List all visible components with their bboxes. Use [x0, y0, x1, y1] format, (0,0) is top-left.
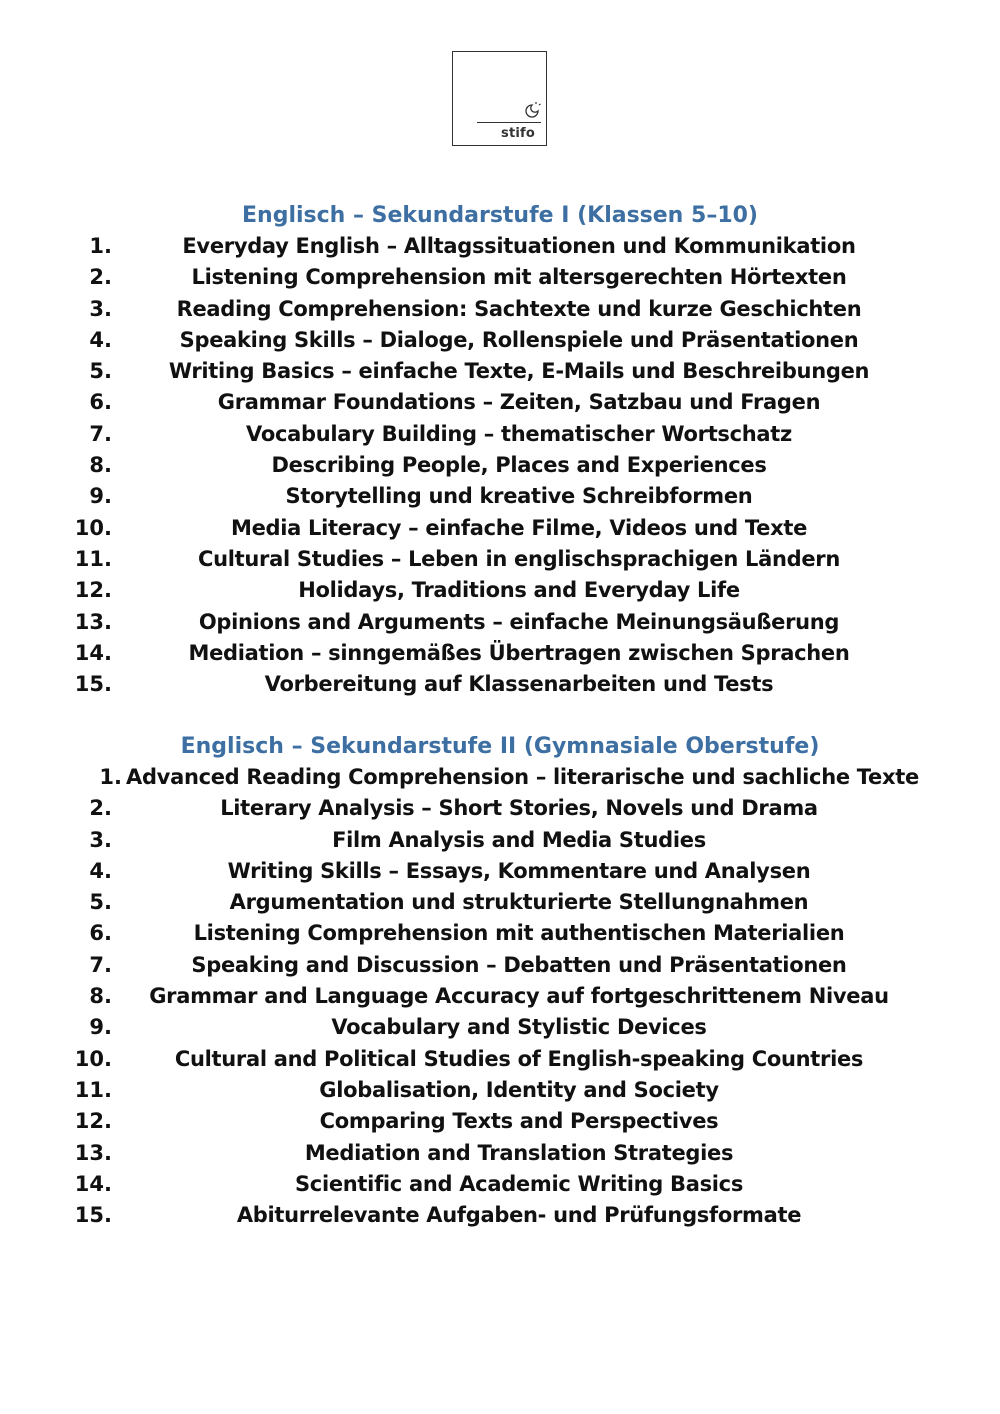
- topic-list: [0, 231, 1000, 700]
- list-item: [0, 356, 1000, 387]
- item-text: Literary Analysis – Short Stories, Novels und Drama: [220, 796, 818, 821]
- item-text: Vocabulary Building – thematischer Wortschatz: [246, 421, 792, 446]
- list-item: [0, 513, 1000, 544]
- item-text: Holidays, Traditions and Everyday Life: [298, 578, 740, 603]
- item-number: 9.: [89, 484, 112, 509]
- list-item: [0, 669, 1000, 700]
- section-title: Englisch – Sekundarstufe II (Gymnasiale Oberstufe): [180, 734, 820, 759]
- item-text: Reading Comprehension: Sachtexte und kurze Geschichten: [176, 296, 862, 321]
- item-text: Vocabulary and Stylistic Devices: [331, 1015, 707, 1040]
- list-item: [0, 887, 1000, 918]
- item-text: Comparing Texts and Perspectives: [319, 1109, 719, 1134]
- section-sekundarstufe-2: [0, 731, 1000, 1231]
- item-text: Cultural Studies – Leben in englischsprachigen Ländern: [197, 546, 841, 571]
- item-text: Writing Basics – einfache Texte, E-Mails und Beschreibungen: [168, 359, 870, 384]
- item-number: 13.: [74, 1140, 112, 1165]
- list-item: [0, 544, 1000, 575]
- item-number: 13.: [74, 609, 112, 634]
- item-number: 10.: [74, 1046, 112, 1071]
- item-text: Everyday English – Alltagssituationen und Kommunikation: [182, 234, 856, 258]
- list-item: [0, 294, 1000, 325]
- item-number: 4.: [89, 858, 112, 883]
- list-item: [0, 387, 1000, 418]
- item-text: Media Literacy – einfache Filme, Videos und Texte: [230, 515, 808, 540]
- item-text: Writing Skills – Essays, Kommentare und Analysen: [227, 858, 811, 883]
- item-number: 2.: [89, 796, 112, 821]
- logo-underline: [477, 122, 541, 123]
- list-item: [0, 607, 1000, 638]
- list-item: [0, 1169, 1000, 1200]
- list-item: [0, 1200, 1000, 1231]
- item-text: Advanced Reading Comprehension – literarische und sachliche Texte: [126, 765, 919, 789]
- list-item: [0, 481, 1000, 512]
- list-item: [0, 419, 1000, 450]
- item-number: 9.: [89, 1015, 112, 1040]
- item-text: Argumentation und strukturierte Stellungnahmen: [229, 890, 809, 915]
- item-text: Opinions and Arguments – einfache Meinungsäußerung: [198, 609, 840, 634]
- item-text: Listening Comprehension mit authentischen Materialien: [193, 921, 845, 946]
- item-number: 6.: [89, 390, 112, 415]
- item-number: 14.: [74, 1171, 112, 1196]
- item-number: 5.: [89, 890, 112, 915]
- item-number: 8.: [89, 984, 112, 1009]
- item-number: 6.: [89, 921, 112, 946]
- item-text: Globalisation, Identity and Society: [319, 1077, 719, 1102]
- item-number: 3.: [89, 296, 112, 321]
- item-text: Abiturrelevante Aufgaben- und Prüfungsformate: [236, 1203, 802, 1228]
- topic-list: [0, 762, 1000, 1231]
- logo: [452, 51, 547, 146]
- list-item: [0, 793, 1000, 824]
- item-text: Film Analysis and Media Studies: [332, 827, 706, 852]
- item-text: Mediation and Translation Strategies: [304, 1140, 734, 1165]
- list-item: [0, 825, 1000, 856]
- list-item: [0, 918, 1000, 949]
- item-number: 2.: [89, 265, 112, 290]
- item-text: Mediation – sinngemäßes Übertragen zwischen Sprachen: [188, 640, 850, 665]
- item-number: 10.: [74, 515, 112, 540]
- list-item: [0, 1044, 1000, 1075]
- item-number: 12.: [74, 578, 112, 603]
- item-number: 14.: [74, 640, 112, 665]
- item-number: 7.: [89, 421, 112, 446]
- list-item: [0, 856, 1000, 887]
- list-item: [0, 1075, 1000, 1106]
- list-item: [0, 981, 1000, 1012]
- list-item: [0, 325, 1000, 356]
- item-number: 4.: [89, 327, 112, 352]
- list-item: [0, 575, 1000, 606]
- item-number: 7.: [89, 952, 112, 977]
- list-item: [0, 1106, 1000, 1137]
- item-text: Speaking and Discussion – Debatten und Präsentationen: [191, 952, 847, 977]
- item-text: Describing People, Places and Experiences: [271, 453, 767, 478]
- section-sekundarstufe-1: [0, 200, 1000, 700]
- item-number: 11.: [74, 546, 112, 571]
- item-number: 12.: [74, 1109, 112, 1134]
- item-text: Speaking Skills – Dialoge, Rollenspiele und Präsentationen: [179, 327, 859, 352]
- logo-text: stifo: [501, 126, 535, 141]
- item-number: 11.: [74, 1077, 112, 1102]
- item-text: Scientific and Academic Writing Basics: [294, 1171, 744, 1196]
- sun-moon-icon: [523, 101, 541, 119]
- item-number: 15.: [74, 672, 112, 697]
- item-number: 1.: [99, 765, 122, 789]
- item-number: 5.: [89, 359, 112, 384]
- list-item: [0, 1138, 1000, 1169]
- item-number: 15.: [74, 1203, 112, 1228]
- list-item: [0, 638, 1000, 669]
- item-text: Listening Comprehension mit altersgerechten Hörtexten: [191, 265, 847, 290]
- item-text: Vorbereitung auf Klassenarbeiten und Tests: [264, 672, 774, 697]
- list-item: [0, 950, 1000, 981]
- item-text: Storytelling und kreative Schreibformen: [285, 484, 753, 509]
- list-item: [0, 450, 1000, 481]
- list-item: [0, 231, 1000, 262]
- list-item: [0, 762, 1000, 793]
- item-number: 8.: [89, 453, 112, 478]
- item-number: 3.: [89, 827, 112, 852]
- item-text: Cultural and Political Studies of English-speaking Countries: [174, 1046, 864, 1071]
- item-text: Grammar and Language Accuracy auf fortgeschrittenem Niveau: [149, 984, 889, 1009]
- item-text: Grammar Foundations – Zeiten, Satzbau und Fragen: [217, 390, 821, 415]
- list-item: [0, 262, 1000, 293]
- section-title: Englisch – Sekundarstufe I (Klassen 5–10): [242, 203, 758, 228]
- item-number: 1.: [89, 234, 112, 258]
- list-item: [0, 1012, 1000, 1043]
